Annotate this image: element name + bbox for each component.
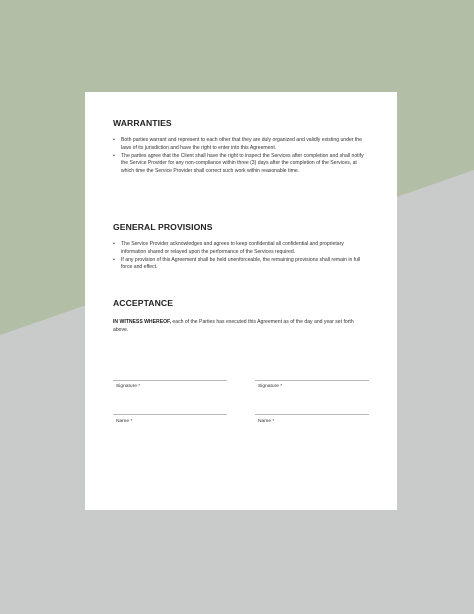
right-signature-label: Signature * xyxy=(258,384,283,389)
bullet-icon: • xyxy=(113,137,115,143)
warranties-list xyxy=(113,137,369,176)
acceptance-lead: IN WITNESS WHEREOF, xyxy=(113,319,172,325)
right-signature-line[interactable] xyxy=(255,380,369,381)
acceptance-text: each of the Parties has executed this Agreement as of the day and year set forth above. xyxy=(113,319,354,333)
acceptance-paragraph xyxy=(113,319,369,335)
list-item xyxy=(113,153,369,176)
warranties-item-1: Both parties warrant and represent to each other that they are duly organized and validly existing under the laws of its jurisdiction and have the right to enter into this Agreement. xyxy=(121,137,362,151)
warranties-heading: WARRANTIES xyxy=(113,118,172,128)
general-provisions-item-2: If any provision of this Agreement shall be held unenforceable, the remaining provisions shall remain in full force and effect. xyxy=(121,256,361,271)
acceptance-heading: ACCEPTANCE xyxy=(113,298,174,308)
document-page xyxy=(85,92,397,510)
general-provisions-list xyxy=(113,241,369,272)
left-name-line[interactable] xyxy=(113,414,227,415)
general-provisions-item-1: The Service Provider acknowledges and agrees to keep confidential all confidential and proprietary information shared or relayed upon the performance of the Services required. xyxy=(121,241,344,255)
right-name-label: Name * xyxy=(258,419,275,424)
left-signature-line[interactable] xyxy=(113,380,227,381)
left-name-label: Name * xyxy=(116,419,133,424)
list-item xyxy=(113,241,369,257)
list-item xyxy=(113,137,369,153)
left-signature-label: Signature * xyxy=(116,384,141,389)
bullet-icon: • xyxy=(113,256,115,263)
bullet-icon: • xyxy=(113,241,115,247)
list-item xyxy=(113,257,369,273)
right-name-line[interactable] xyxy=(255,414,369,415)
general-provisions-heading: GENERAL PROVISIONS xyxy=(113,222,213,232)
bullet-icon: • xyxy=(113,152,115,159)
warranties-item-2: The parties agree that the Client shall have the right to inspect the Services after completion and shall notify the Service Provider for any non-compliance within three (3) days after the completion of the Services, at which time the Service Provider shall correct such work within reasonable time. xyxy=(121,152,364,175)
